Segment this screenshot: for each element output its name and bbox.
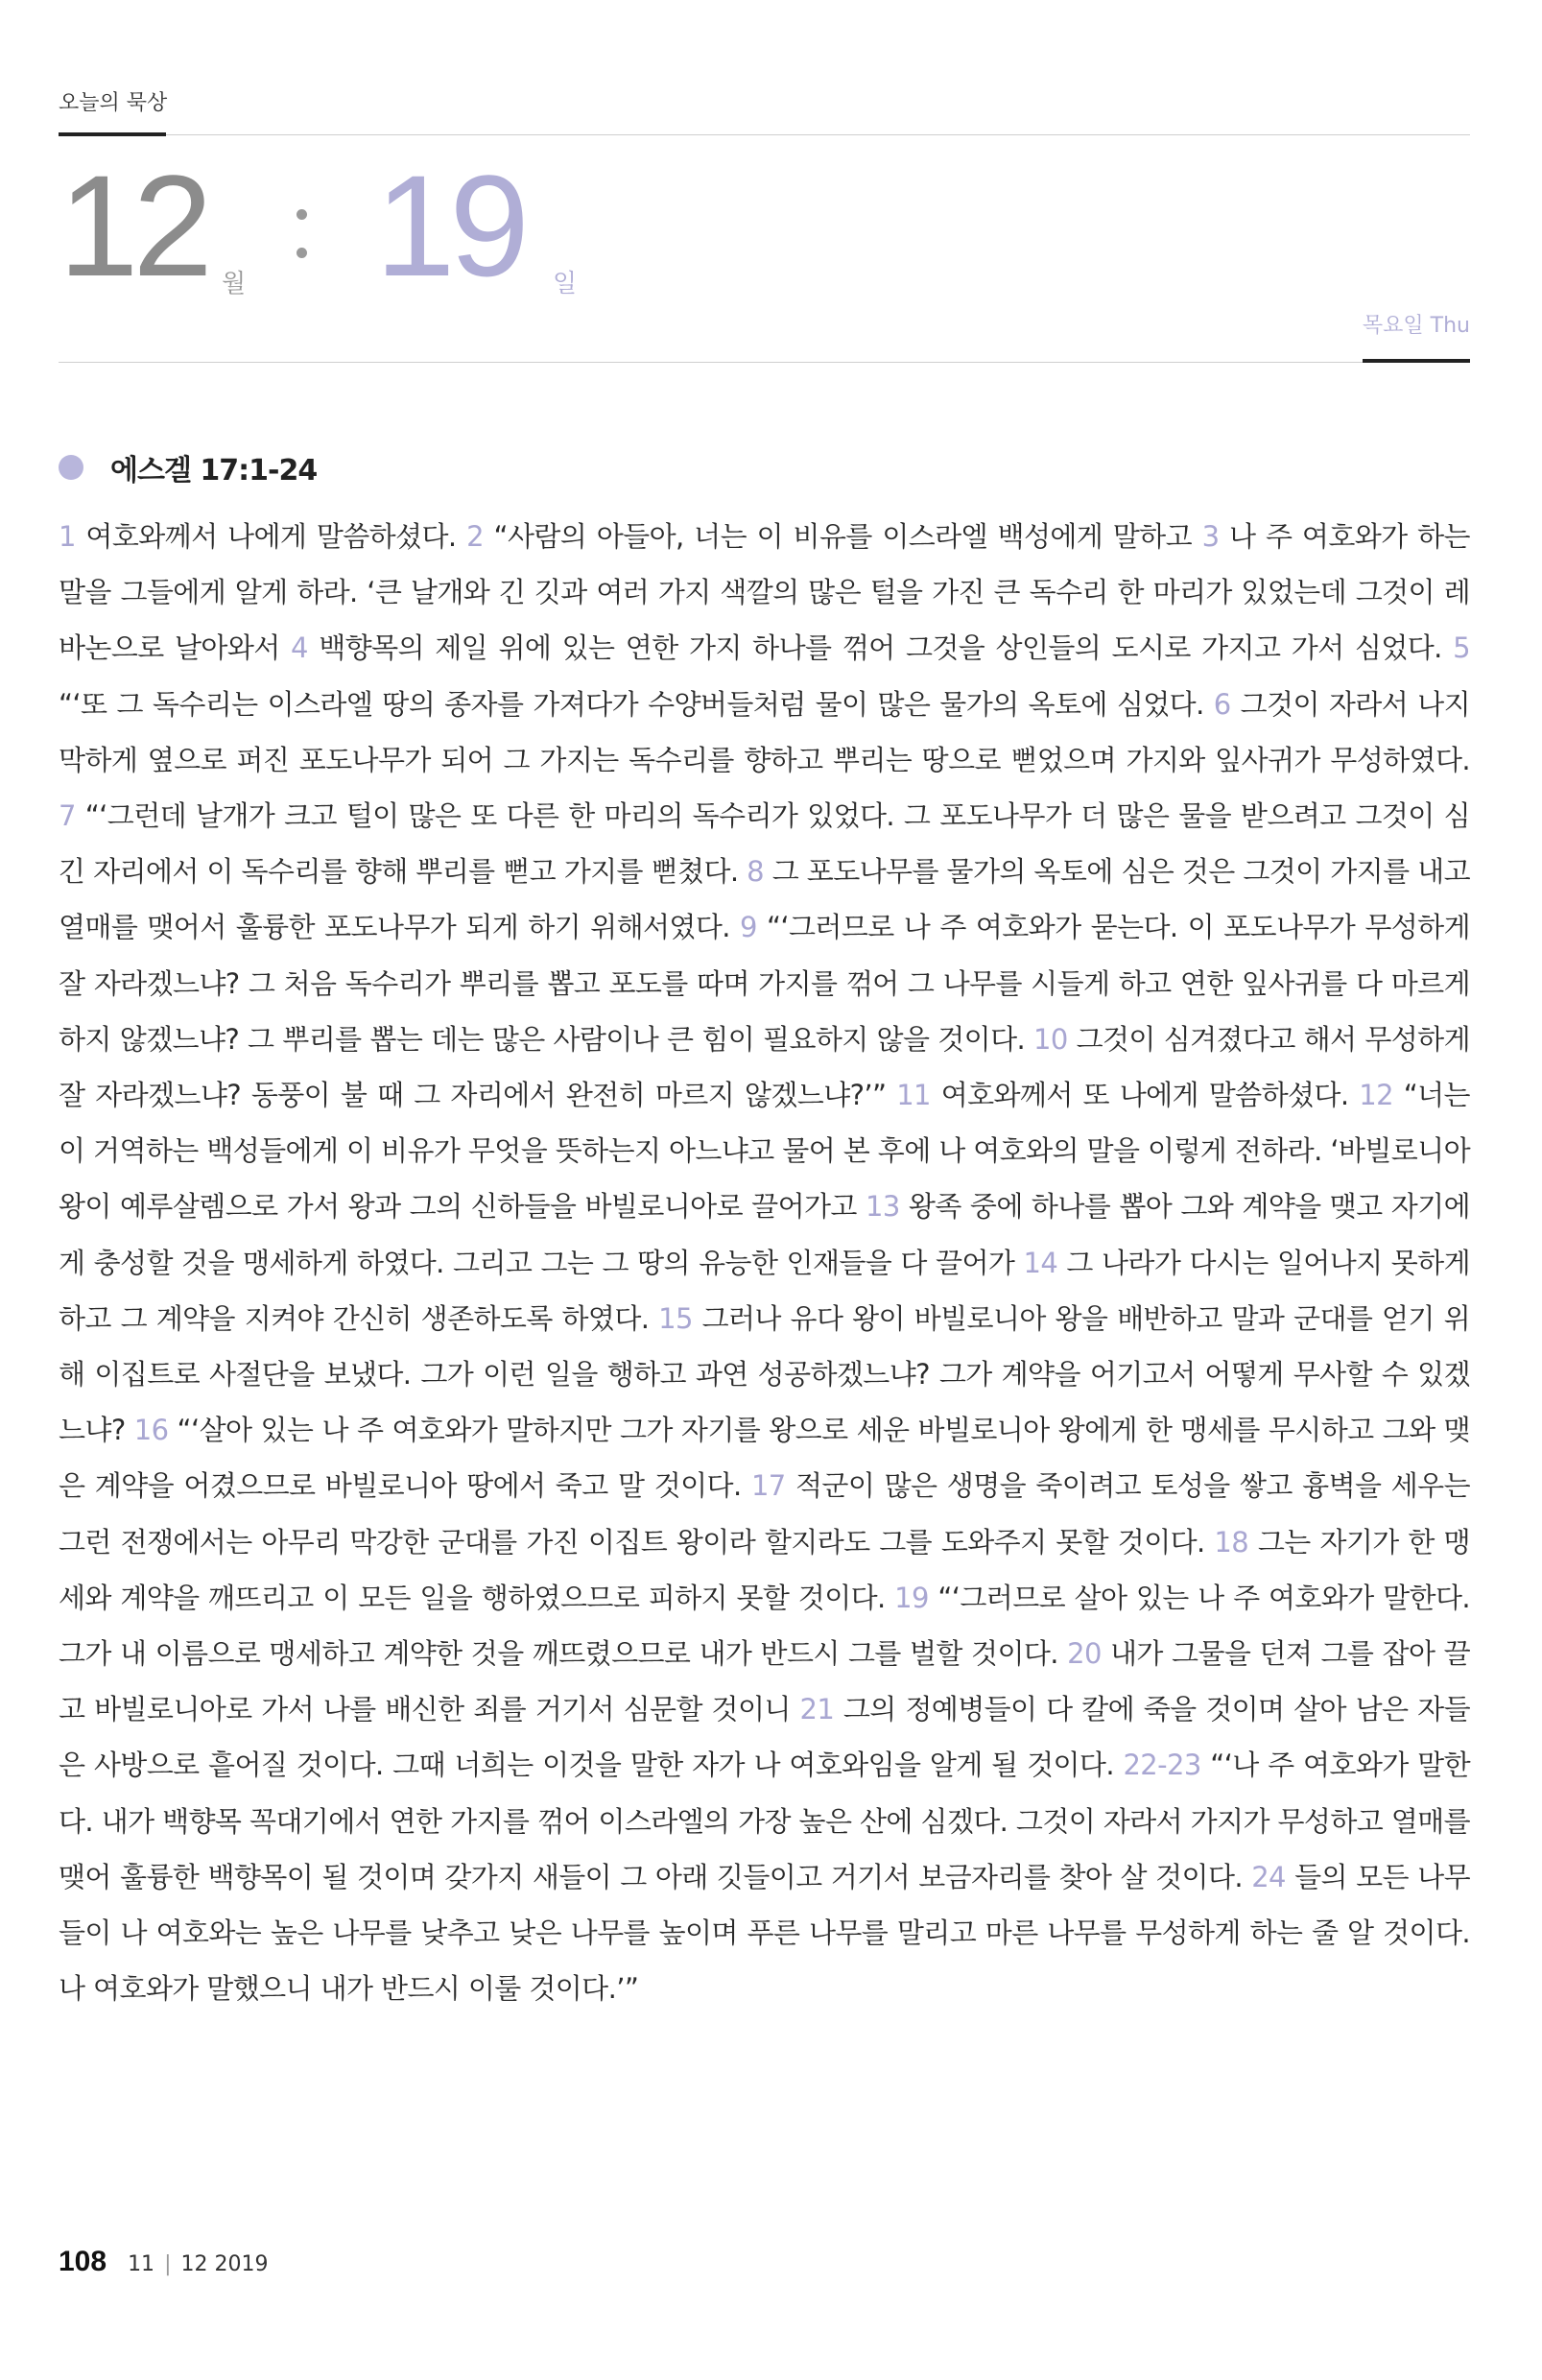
section-label: 오늘의 묵상 — [59, 91, 168, 115]
verse-text: “‘그러므로 살아 있는 나 주 여호와가 말한다. 그가 내 이름으로 맹세하고 계약한 것을 깨뜨렸으므로 내가 반드시 그를 벌할 것이다. — [59, 1581, 1470, 1671]
issue-month: 11 — [128, 2252, 155, 2276]
scripture-body — [59, 509, 1470, 2016]
header-rule-accent — [1363, 359, 1470, 363]
month-unit: 월 — [222, 270, 247, 298]
verse-number: 3 — [1201, 520, 1220, 553]
issue-year: 12 2019 — [180, 2252, 269, 2276]
verse-number: 16 — [133, 1414, 169, 1447]
verse-text: “‘그런데 날개가 크고 털이 많은 또 다른 한 마리의 독수리가 있었다. 그 포도나무가 더 많은 물을 받으려고 그것이 심긴 자리에서 이 독수리를 향해 뿌리를 뻗고 가지를 뻗쳤다. — [59, 799, 1470, 889]
verse-number: 1 — [59, 520, 76, 553]
verse-number: 24 — [1251, 1860, 1286, 1893]
verse-text: “‘그러므로 나 주 여호와가 묻는다. 이 포도나무가 무성하게 잘 자라겠느냐? 그 처음 독수리가 뿌리를 뽑고 포도를 따며 가지를 꺾어 그 나무를 시들게 하고 연한 잎사귀를 다 마르게 하지 않겠느냐? 그 뿌리를 뽑는 데는 많은 사람이나 큰 힘이 필요하지 않을 것이다. — [59, 911, 1470, 1056]
verse-text: 그 나라가 다시는 일어나지 못하게 하고 그 계약을 지켜야 간신히 생존하도록 하였다. — [59, 1246, 1470, 1335]
verse-text: “‘또 그 독수리는 이스라엘 땅의 종자를 가져다가 수양버들처럼 물이 많은 물가의 옥토에 심었다. — [59, 687, 1204, 721]
passage-reference: 에스겔 17:1-24 — [110, 454, 318, 488]
verse-number: 7 — [59, 799, 76, 833]
page-footer — [59, 2246, 268, 2278]
verse-number: 18 — [1214, 1525, 1249, 1559]
verse-number: 12 — [1359, 1079, 1393, 1112]
verse-text: 왕족 중에 하나를 뽑아 그와 계약을 맺고 자기에게 충성할 것을 맹세하게 하였다. 그리고 그는 그 땅의 유능한 인재들을 다 끌어가 — [59, 1190, 1471, 1279]
day-unit: 일 — [553, 270, 578, 298]
verse-text: 여호와께서 나에게 말씀하셨다. — [85, 520, 457, 553]
verse-number: 5 — [1453, 631, 1470, 665]
issue-separator: | — [164, 2252, 172, 2276]
verse-number: 2 — [466, 520, 484, 553]
verse-number: 21 — [799, 1693, 835, 1726]
verse-number: 14 — [1023, 1246, 1058, 1279]
verse-text: 그 포도나무를 물가의 옥토에 심은 것은 그것이 가지를 내고 열매를 맺어서 훌륭한 포도나무가 되게 하기 위해서였다. — [59, 855, 1470, 944]
top-rule-accent — [59, 132, 166, 136]
verse-number: 4 — [291, 631, 308, 665]
verse-text: 백향목의 제일 위에 있는 연한 가지 하나를 꺾어 그것을 상인들의 도시로 가지고 가서 심었다. — [319, 631, 1442, 665]
verse-text: “‘살아 있는 나 주 여호와가 말하지만 그가 자기를 왕으로 세운 바빌로니아 왕에게 한 맹세를 무시하고 그와 맺은 계약을 어겼으므로 바빌로니아 땅에서 죽고 말 것이다. — [59, 1414, 1470, 1503]
verse-number: 9 — [739, 911, 757, 944]
verse-text: 그것이 자라서 나지막하게 옆으로 퍼진 포도나무가 되어 그 가지는 독수리를 향하고 뿌리는 땅으로 뻗었으며 가지와 잎사귀가 무성하였다. — [59, 687, 1470, 776]
verse-number: 8 — [747, 855, 765, 889]
bullet-dot-icon — [59, 455, 83, 480]
verse-text: “너는 이 거역하는 백성들에게 이 비유가 무엇을 뜻하는지 아느냐고 물어 본 후에 나 여호와의 말을 이렇게 전하라. ‘바빌로니아 왕이 예루살렘으로 가서 왕과 그의 신하들을 바빌로니아로 끌어가고 — [59, 1079, 1471, 1224]
verse-text: “사람의 아들아, 너는 이 비유를 이스라엘 백성에게 말하고 — [493, 520, 1192, 553]
weekday-label: 목요일 Thu — [1362, 314, 1470, 338]
verse-number: 13 — [866, 1190, 900, 1224]
verse-number: 11 — [896, 1079, 931, 1112]
verse-number: 19 — [894, 1581, 929, 1614]
verse-text: 적군이 많은 생명을 죽이려고 토성을 쌓고 흉벽을 세우는 그런 전쟁에서는 아무리 막강한 군대를 가진 이집트 왕이라 할지라도 그를 도와주지 못할 것이다. — [59, 1469, 1470, 1559]
verse-text: 여호와께서 또 나에게 말씀하셨다. — [940, 1079, 1349, 1112]
passage-heading — [59, 446, 317, 488]
verse-text: 내가 그물을 던져 그를 잡아 끌고 바빌로니아로 가서 나를 배신한 죄를 거기서 심문할 것이니 — [59, 1637, 1470, 1726]
month-number: 12 — [59, 145, 207, 306]
verse-number: 20 — [1067, 1637, 1102, 1671]
verse-number: 15 — [658, 1301, 693, 1335]
verse-text: “‘나 주 여호와가 말한다. 내가 백향목 꼭대기에서 연한 가지를 꺾어 이스라엘의 가장 높은 산에 심겠다. 그것이 자라서 가지가 무성하고 열매를 맺어 훌륭한 백향목이 될 것이며 갖가지 새들이 그 아래 깃들이고 거기서 보금자리를 찾아 살 것이다. — [59, 1749, 1471, 1893]
verse-text: 그것이 심겨졌다고 해서 무성하게 잘 자라겠느냐? 동풍이 불 때 그 자리에서 완전히 마르지 않겠느냐?’” — [59, 1022, 1470, 1112]
verse-number: 10 — [1033, 1022, 1068, 1056]
verse-text: 나 주 여호와가 하는 말을 그들에게 알게 하라. ‘큰 날개와 긴 깃과 여러 가지 색깔의 많은 털을 가진 큰 독수리 한 마리가 있었는데 그것이 레바논으로 날아와서 — [59, 520, 1470, 665]
top-rule — [166, 134, 1470, 135]
verse-text: 그는 자기가 한 맹세와 계약을 깨뜨리고 이 모든 일을 행하였으므로 피하지 못할 것이다. — [59, 1525, 1470, 1614]
verse-number: 6 — [1213, 687, 1231, 721]
header-rule — [59, 362, 1470, 363]
verse-text: 들의 모든 나무들이 나 여호와는 높은 나무를 낮추고 낮은 나무를 높이며 푸른 나무를 말리고 마른 나무를 무성하게 하는 줄 알 것이다. 나 여호와가 말했으니 내가 반드시 이룰 것이다.’” — [59, 1860, 1470, 2006]
page-number: 108 — [59, 2246, 107, 2277]
date-colon — [297, 192, 310, 269]
verse-text: 그의 정예병들이 다 칼에 죽을 것이며 살아 남은 자들은 사방으로 흩어질 것이다. 그때 너희는 이것을 말한 자가 나 여호와임을 알게 될 것이다. — [59, 1693, 1470, 1782]
verse-number: 22-23 — [1123, 1749, 1201, 1782]
verse-number: 17 — [750, 1469, 786, 1503]
day-number: 19 — [375, 145, 524, 306]
verse-text: 그러나 유다 왕이 바빌로니아 왕을 배반하고 말과 군대를 얻기 위해 이집트로 사절단을 보냈다. 그가 이런 일을 행하고 과연 성공하겠느냐? 그가 계약을 어기고서 어떻게 무사할 수 있겠느냐? — [59, 1301, 1471, 1447]
